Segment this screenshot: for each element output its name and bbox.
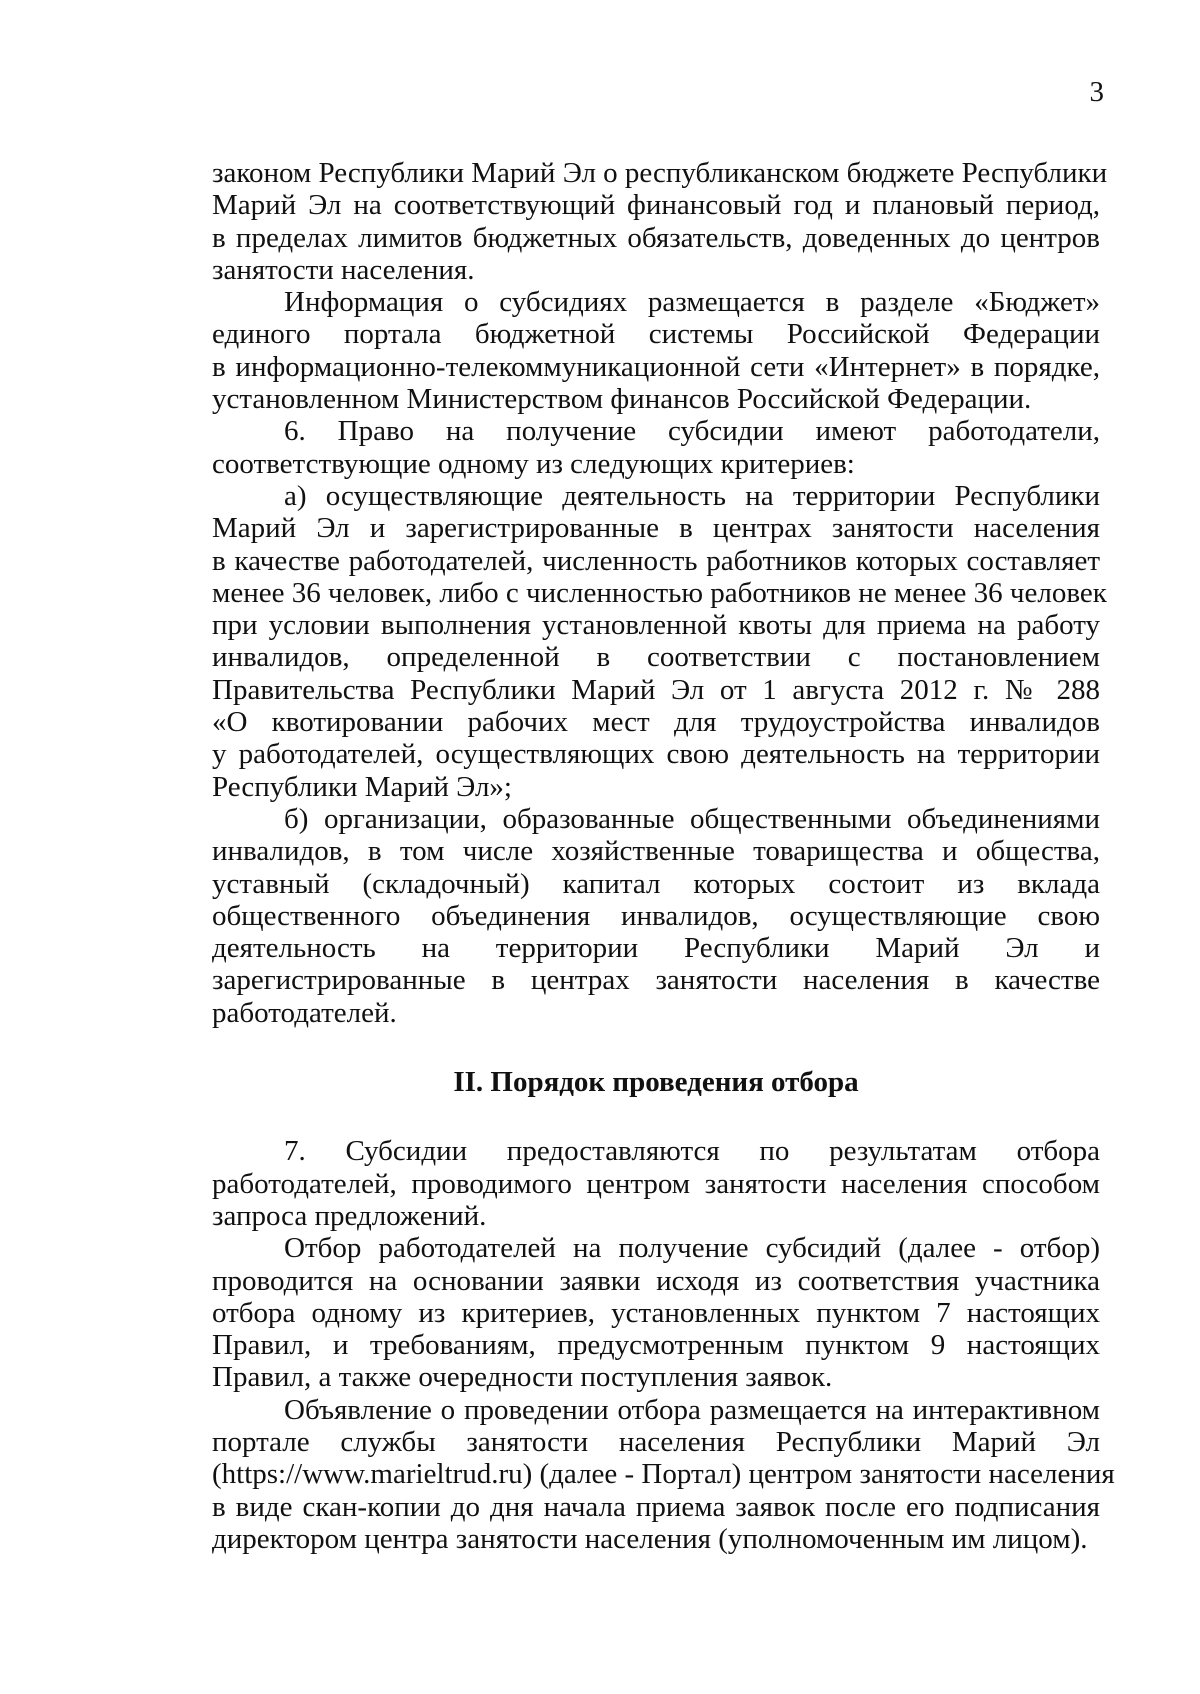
text-line: деятельность на территории Республики Марий Эл и: [212, 932, 1100, 965]
text-line: инвалидов, в том числе хозяйственные товарищества и общества,: [212, 835, 1100, 868]
text-line: работодателей.: [212, 996, 397, 1029]
paragraph-subsidy-information: [212, 286, 1100, 415]
text-line: «О квотировании рабочих мест для трудоустройства инвалидов: [212, 706, 1100, 739]
text-line: у работодателей, осуществляющих свою деятельность на территории: [212, 738, 1100, 771]
text-line: б) организации, образованные общественными объединениями: [284, 802, 1100, 835]
text-line: в пределах лимитов бюджетных обязательств, доведенных до центров: [212, 221, 1100, 254]
text-line: запроса предложений.: [212, 1199, 487, 1232]
text-line: менее 36 человек, либо с численностью работников не менее 36 человек: [212, 576, 1107, 609]
text-line: зарегистрированные в центрах занятости населения в качестве: [212, 964, 1100, 997]
text-line: 6. Право на получение субсидии имеют работодатели,: [284, 415, 1100, 448]
text-line: (https://www.marieltrud.ru) (далее - Портал) центром занятости населения: [212, 1458, 1115, 1491]
text-line: в информационно-телекоммуникационной сети «Интернет» в порядке,: [212, 350, 1100, 383]
document-body: [212, 157, 1115, 1555]
text-line: отбора одному из критериев, установленных пунктом 7 настоящих: [212, 1296, 1100, 1329]
text-line: Марий Эл на соответствующий финансовый год и плановый период,: [212, 189, 1100, 222]
text-line: 7. Субсидии предоставляются по результатам отбора: [284, 1135, 1100, 1168]
paragraph-item-6b: [212, 803, 1100, 1029]
text-line: Объявление о проведении отбора размещается на интерактивном: [284, 1393, 1100, 1426]
text-line: законом Республики Марий Эл о республиканском бюджете Республики: [212, 157, 1108, 189]
text-line: Правил, и требованиям, предусмотренным пунктом 9 настоящих: [212, 1329, 1100, 1362]
page-number: 3: [1089, 76, 1104, 108]
paragraph-item-7: [212, 1135, 1100, 1232]
text-line: работодателей, проводимого центром занятости населения способом: [212, 1167, 1100, 1200]
paragraph-announcement: [212, 1393, 1115, 1555]
text-line: Республики Марий Эл»;: [212, 770, 512, 803]
paragraph-item-6: [212, 415, 1100, 480]
text-line: Информация о субсидиях размещается в разделе «Бюджет»: [284, 286, 1100, 319]
section-heading: II. Порядок проведения отбора: [453, 1066, 859, 1099]
text-line: в виде скан-копии до дня начала приема заявок после его подписания: [212, 1490, 1100, 1523]
text-line: проводится на основании заявки исходя из соответствия участника: [212, 1264, 1100, 1297]
text-line: занятости населения.: [212, 253, 475, 286]
text-line: уставный (складочный) капитал которых состоит из вклада: [212, 867, 1100, 900]
text-line: Правительства Республики Марий Эл от 1 августа 2012 г. № 288: [212, 673, 1100, 706]
text-line: установленном Министерством финансов Российской Федерации.: [212, 383, 1032, 416]
text-line: директором центра занятости населения (уполномоченным им лицом).: [212, 1522, 1088, 1555]
text-line: Отбор работодателей на получение субсидий (далее - отбор): [284, 1232, 1100, 1265]
paragraph-selection: [212, 1232, 1100, 1393]
text-line: соответствующие одному из следующих критериев:: [212, 447, 855, 480]
text-line: портале службы занятости населения Республики Марий Эл: [212, 1425, 1100, 1458]
text-line: Марий Эл и зарегистрированные в центрах занятости населения: [212, 512, 1100, 545]
text-line: а) осуществляющие деятельность на территории Республики: [284, 479, 1100, 512]
text-line: единого портала бюджетной системы Российской Федерации: [212, 318, 1100, 351]
text-line: общественного объединения инвалидов, осуществляющие свою: [212, 899, 1100, 932]
text-line: инвалидов, определенной в соответствии с постановлением: [212, 641, 1100, 674]
paragraph-budget-continuation: [212, 157, 1108, 286]
text-line: Правил, а также очередности поступления заявок.: [212, 1361, 833, 1394]
text-line: при условии выполнения установленной квоты для приема на работу: [212, 609, 1100, 642]
paragraph-item-6a: [212, 479, 1107, 803]
text-line: в качестве работодателей, численность работников которых составляет: [212, 544, 1100, 577]
